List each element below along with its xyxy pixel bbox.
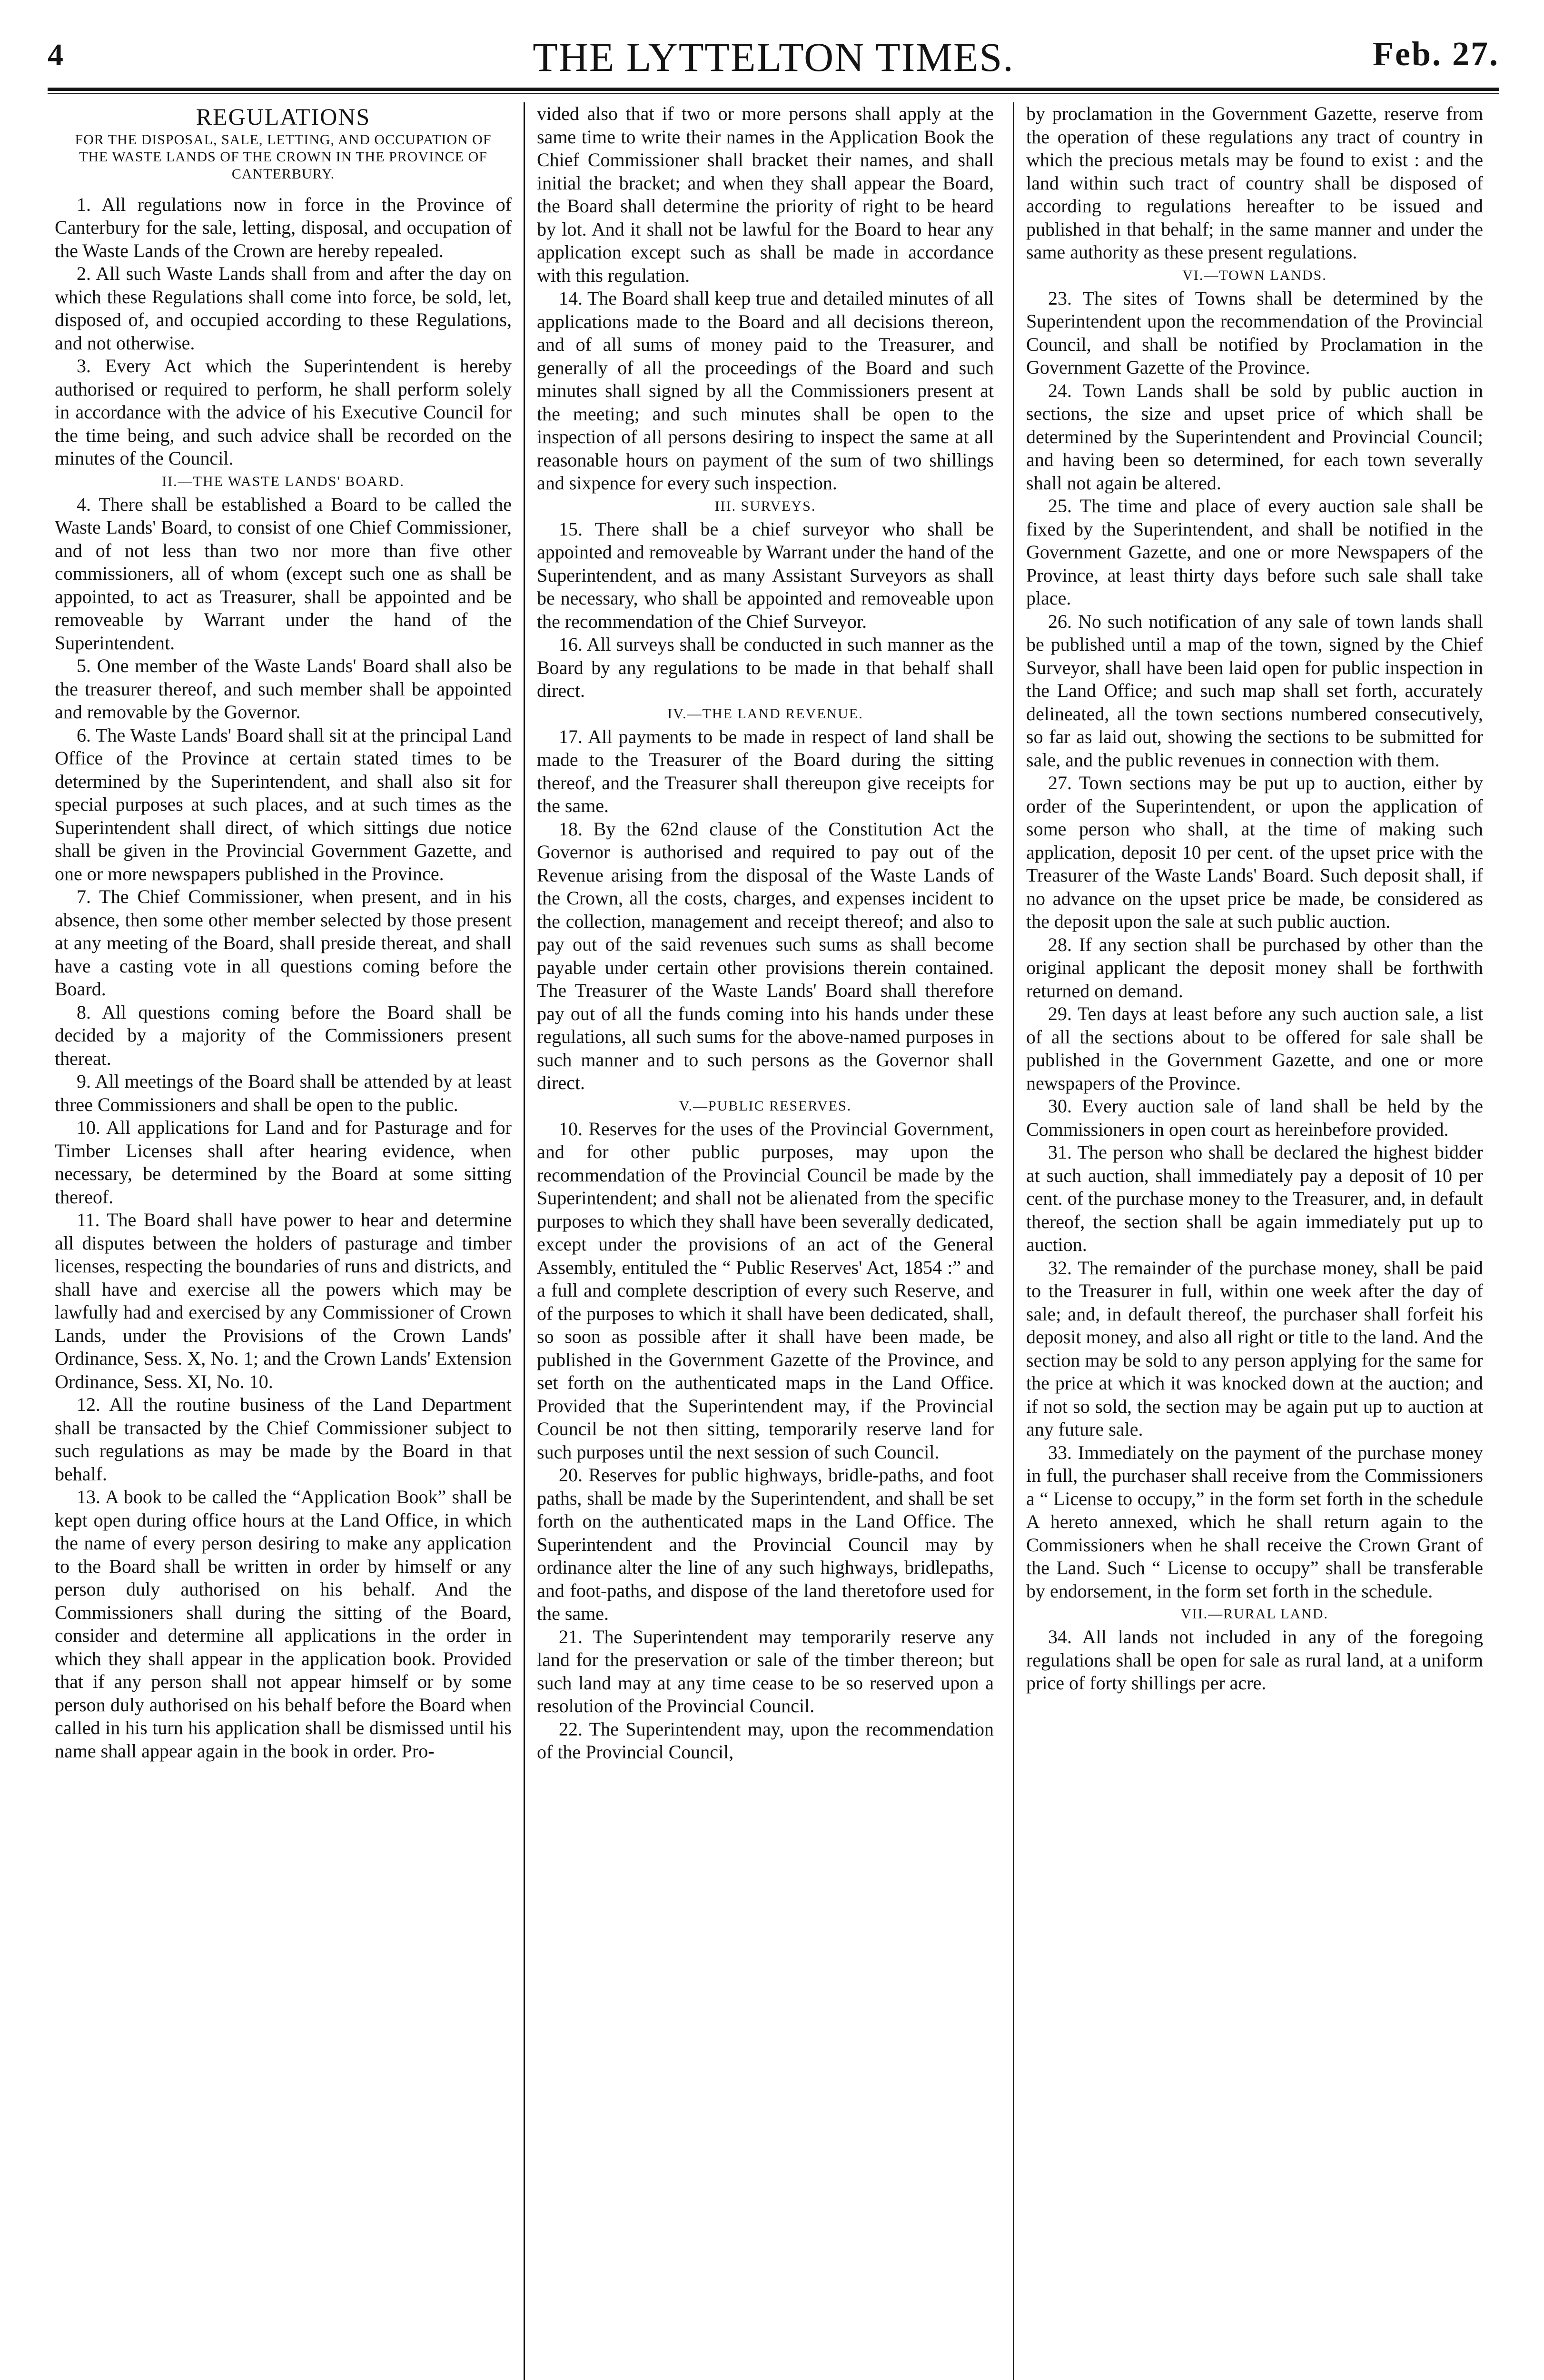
section-heading: VII.—RURAL LAND. — [1180, 1606, 1329, 1622]
paragraph: 2. All such Waste Lands shall from and after the day on which these Regulations shall come into force, be sold, let, disposed of, and occupied according to these Regulations, and not otherwise. — [55, 263, 512, 354]
paragraph: 16. All surveys shall be conducted in such manner as the Board by any regulations to be made in that behalf shall direct. — [537, 634, 994, 701]
paragraph: 1. All regulations now in force in the Province of Canterbury for the sale, letting, disposal, and occupation of the Waste Lands of the Crown are hereby repealed. — [55, 193, 512, 261]
column-rule-1 — [524, 102, 525, 2380]
section-heading: III. SURVEYS. — [714, 498, 816, 514]
paragraph: 18. By the 62nd clause of the Constitution Act the Governor is authorised and required to pay out of the Revenue arising from the disposal of the Waste Lands of the Crown, all the costs, charges, and expenses incident to the collection, management and receipt thereof; and also to pay out of the said revenues such sums as shall become payable under certain other provisions therein contained. The Treasurer of the Waste Lands' Board shall therefore pay out of all the funds coming into his hands under these regulations, all such sums for the above-named purposes in such manner and to such persons as the Governor shall direct. — [537, 818, 994, 1093]
newspaper-title: THE LYTTELTON TIMES. — [533, 34, 1014, 80]
paragraph: 7. The Chief Commissioner, when present, and in his absence, then some other member selected by those present at any meeting of the Board, shall preside thereat, and shall have a casting vote in all questions coming before the Board. — [55, 886, 512, 1000]
section-heading: V.—PUBLIC RESERVES. — [679, 1098, 852, 1114]
paragraph-continued: by proclamation in the Government Gazette, reserve from the operation of these regulations any tract of country in which the precious metals may be found to exist : and the land within such tract of country shall be disposed of according to regulations hereafter to be issued and published in that behalf; in the same manner and under the same authority as these present regulations. — [1026, 103, 1483, 263]
paragraph: 33. Immediately on the payment of the purchase money in full, the purchaser shall receive from the Commissioners a “ License to occupy,” in the form set forth in the schedule A hereto annexed, which he shall return again to the Commissioners when he shall receive the Crown Grant of the Land. Such “ License to occupy” shall be transferable by endorsement, in the form set forth in the schedule. — [1026, 1441, 1483, 1602]
text-column-2 — [537, 102, 994, 2380]
regulations-title: REGULATIONS — [196, 103, 371, 130]
paragraph: 22. The Superintendent may, upon the recommendation of the Provincial Council, — [537, 1718, 994, 1763]
paragraph: 23. The sites of Towns shall be determined by the Superintendent upon the recommendation of the Provincial Council, and shall be notified by Proclamation in the Government Gazette of the Province. — [1026, 287, 1483, 378]
section-heading: II.—THE WASTE LANDS' BOARD. — [162, 473, 405, 489]
paragraph: 6. The Waste Lands' Board shall sit at the principal Land Office of the Province at certain stated times to be determined by the Superintendent, and shall also sit for special purposes at such places, and at such times as the Superintendent shall direct, of which sittings due notice shall be given in the Provincial Government Gazette, and one or more newspapers published in the Province. — [55, 724, 512, 884]
paragraph: 30. Every auction sale of land shall be held by the Commissioners in open court as hereinbefore provided. — [1026, 1095, 1483, 1140]
paragraph: 32. The remainder of the purchase money, shall be paid to the Treasurer in full, within one week after the day of sale; and, in default thereof, the purchaser shall forfeit his deposit money, and also all right or title to the land. And the section may be sold to any person applying for the same for the price at which it was knocked down at the auction; and if not so sold, the section may be again put up to auction at any future sale. — [1026, 1257, 1483, 1440]
paragraph: 28. If any section shall be purchased by other than the original applicant the deposit money shall be forthwith returned on demand. — [1026, 933, 1483, 1002]
masthead-rule-thick — [48, 88, 1499, 91]
paragraph: 3. Every Act which the Superintendent is hereby authorised or required to perform, he shall perform solely in accordance with the advice of his Executive Council for the time being, and such advice shall be recorded on the minutes of the Council. — [55, 355, 512, 469]
masthead — [48, 29, 1499, 86]
text-column-1 — [55, 102, 512, 2380]
regulations-subtitle: FOR THE DISPOSAL, SALE, LETTING, AND OCCUPATION OF THE WASTE LANDS OF THE CROWN IN THE PROVINCE OF CANTERBURY. — [75, 131, 492, 182]
paragraph: 8. All questions coming before the Board shall be decided by a majority of the Commissioners present thereat. — [55, 1001, 512, 1069]
paragraph: 21. The Superintendent may temporarily reserve any land for the preservation or sale of the timber thereon; but such land may at any time cease to be so reserved upon a resolution of the Provincial Council. — [537, 1626, 994, 1716]
paragraph: 15. There shall be a chief surveyor who shall be appointed and removeable by Warrant under the hand of the Superintendent, and as many Assistant Surveyors as shall be necessary, who shall be appointed and removeable upon the recommendation of the Chief Surveyor. — [537, 518, 994, 632]
section-heading: IV.—THE LAND REVENUE. — [667, 705, 863, 722]
paragraph: 5. One member of the Waste Lands' Board shall also be the treasurer thereof, and such member shall be appointed and removable by the Governor. — [55, 655, 512, 723]
paragraph: 14. The Board shall keep true and detailed minutes of all applications made to the Board and all decisions thereon, and of all sums of money paid to the Treasurer, and generally of all the proceedings of the Board and such minutes shall signed by all the Commissioners present at the meeting; and such minutes shall be open to the inspection of all persons desiring to inspect the same at all reasonable hours on payment of the sum of two shillings and sixpence for every such inspection. — [537, 288, 994, 494]
paragraph: 11. The Board shall have power to hear and determine all disputes between the holders of pasturage and timber licenses, respecting the boundaries of runs and districts, and shall have and exercise all the powers which may be lawfully had and exercised by any Commissioner of Crown Lands, under the Provisions of the Crown Lands' Ordinance, Sess. X, No. 1; and the Crown Lands' Extension Ordinance, Sess. XI, No. 10. — [55, 1209, 512, 1392]
text-column-3 — [1026, 102, 1483, 2380]
paragraph: 29. Ten days at least before any such auction sale, a list of all the sections about to be offered for sale shall be published in the Government Gazette, and one or more newspapers of the Province. — [1026, 1003, 1483, 1094]
paragraph: 25. The time and place of every auction sale shall be fixed by the Superintendent, and shall be notified in the Government Gazette, and one or more Newspapers of the Province, at least thirty days before such sale shall take place. — [1026, 495, 1483, 609]
column-rule-2 — [1013, 102, 1014, 2380]
paragraph: 26. No such notification of any sale of town lands shall be published until a map of the town, signed by the Chief Surveyor, shall have been laid open for public inspection in the Land Office; and such map shall set forth, accurately delineated, all the town sections numbered consecutively, so far as laid out, showing the sections to be submitted for sale, and the public revenues in connection with them. — [1026, 610, 1483, 771]
page-number: 4 — [48, 38, 63, 72]
paragraph: 27. Town sections may be put up to auction, either by order of the Superintendent, or upon the application of some person who shall, at the time of making such application, deposit 10 per cent. of the upset price with the Treasurer of the Waste Lands' Board. Such deposit shall, if no advance on the upset price be made, be considered as the deposit upon the sale at such public auction. — [1026, 772, 1483, 932]
paragraph: 13. A book to be called the “Application Book” shall be kept open during office hours at the Land Office, in which the name of every person desiring to make any application to the Board shall be written in order by himself or any person duly authorised on his behalf. And the Commissioners shall during the sitting of the Board, consider and determine all applications in the order in which they shall appear in the application book. Provided that if any person shall not appear himself or by some person duly authorised on his behalf before the Board when called in his turn his application shall be dismissed until his name shall appear again in the book in order. Pro- — [55, 1486, 512, 1762]
section-heading: VI.—TOWN LANDS. — [1182, 267, 1327, 283]
paragraph: 10. Reserves for the uses of the Provincial Government, and for other public purposes, may upon the recommendation of the Provincial Council be made by the Superintendent; and shall not be alienated from the specific purposes to which they shall have been severally dedicated, except under the provisions of an act of the General Assembly, entituled the “ Public Reserves' Act, 1854 :” and a full and complete description of every such Reserve, and of the purposes to which it shall have been dedicated, shall, so soon as possible after it shall have been made, be published in the Government Gazette of the Province, and set forth on the authenticated maps in the Land Office. Provided that the Superintendent may, if the Provincial Council be not then sitting, temporarily reserve land for such purposes until the next session of such Council. — [537, 1118, 994, 1463]
paragraph-continued: vided also that if two or more persons shall apply at the same time to write their names in the Application Book the Chief Commissioner shall bracket their names, and shall initial the bracket; and when they shall appear the Board, the Board shall determine the priority of right to be heard by lot. And it shall not be lawful for the Board to hear any application except such as shall be made in accordance with this regulation. — [537, 103, 994, 286]
issue-date: Feb. 27. — [1373, 35, 1499, 73]
paragraph: 24. Town Lands shall be sold by public auction in sections, the size and upset price of which shall be determined by the Superintendent and Provincial Council; and having been so determined, for each town severally shall not again be altered. — [1026, 379, 1483, 494]
paragraph: 34. All lands not included in any of the foregoing regulations shall be open for sale as rural land, at a uniform price of forty shillings per acre. — [1026, 1626, 1483, 1694]
paragraph: 9. All meetings of the Board shall be attended by at least three Commissioners and shall be open to the public. — [55, 1071, 512, 1115]
paragraph: 10. All applications for Land and for Pasturage and for Timber Licenses shall after hearing evidence, when necessary, be determined by the Board at some sitting thereof. — [55, 1117, 512, 1208]
paragraph: 4. There shall be established a Board to be called the Waste Lands' Board, to consist of one Chief Commissioner, and of not less than two nor more than five other commissioners, all of whom (except such one as shall be appointed, to act as Treasurer, shall be appointed and be removeable by Warrant under the hand of the Superintendent. — [55, 493, 512, 654]
paragraph: 12. All the routine business of the Land Department shall be transacted by the Chief Commissioner subject to such regulations as may be made by the Board in that behalf. — [55, 1394, 512, 1485]
paragraph: 31. The person who shall be declared the highest bidder at such auction, shall immediately pay a deposit of 10 per cent. of the purchase money to the Treasurer, and, in default thereof, the section shall be again immediately put up to auction. — [1026, 1141, 1483, 1255]
paragraph: 20. Reserves for public highways, bridle-paths, and foot paths, shall be made by the Superintendent, and shall be set forth on the authenticated maps in the Land Office. The Superintendent and the Provincial Council may by ordinance alter the line of any such highways, bridlepaths, and foot-paths, and dispose of the land theretofore used for the same. — [537, 1464, 994, 1624]
masthead-rule-thin — [48, 93, 1499, 94]
paragraph: 17. All payments to be made in respect of land shall be made to the Treasurer of the Board during the sitting thereof, and the Treasurer shall thereupon give receipts for the same. — [537, 725, 994, 816]
